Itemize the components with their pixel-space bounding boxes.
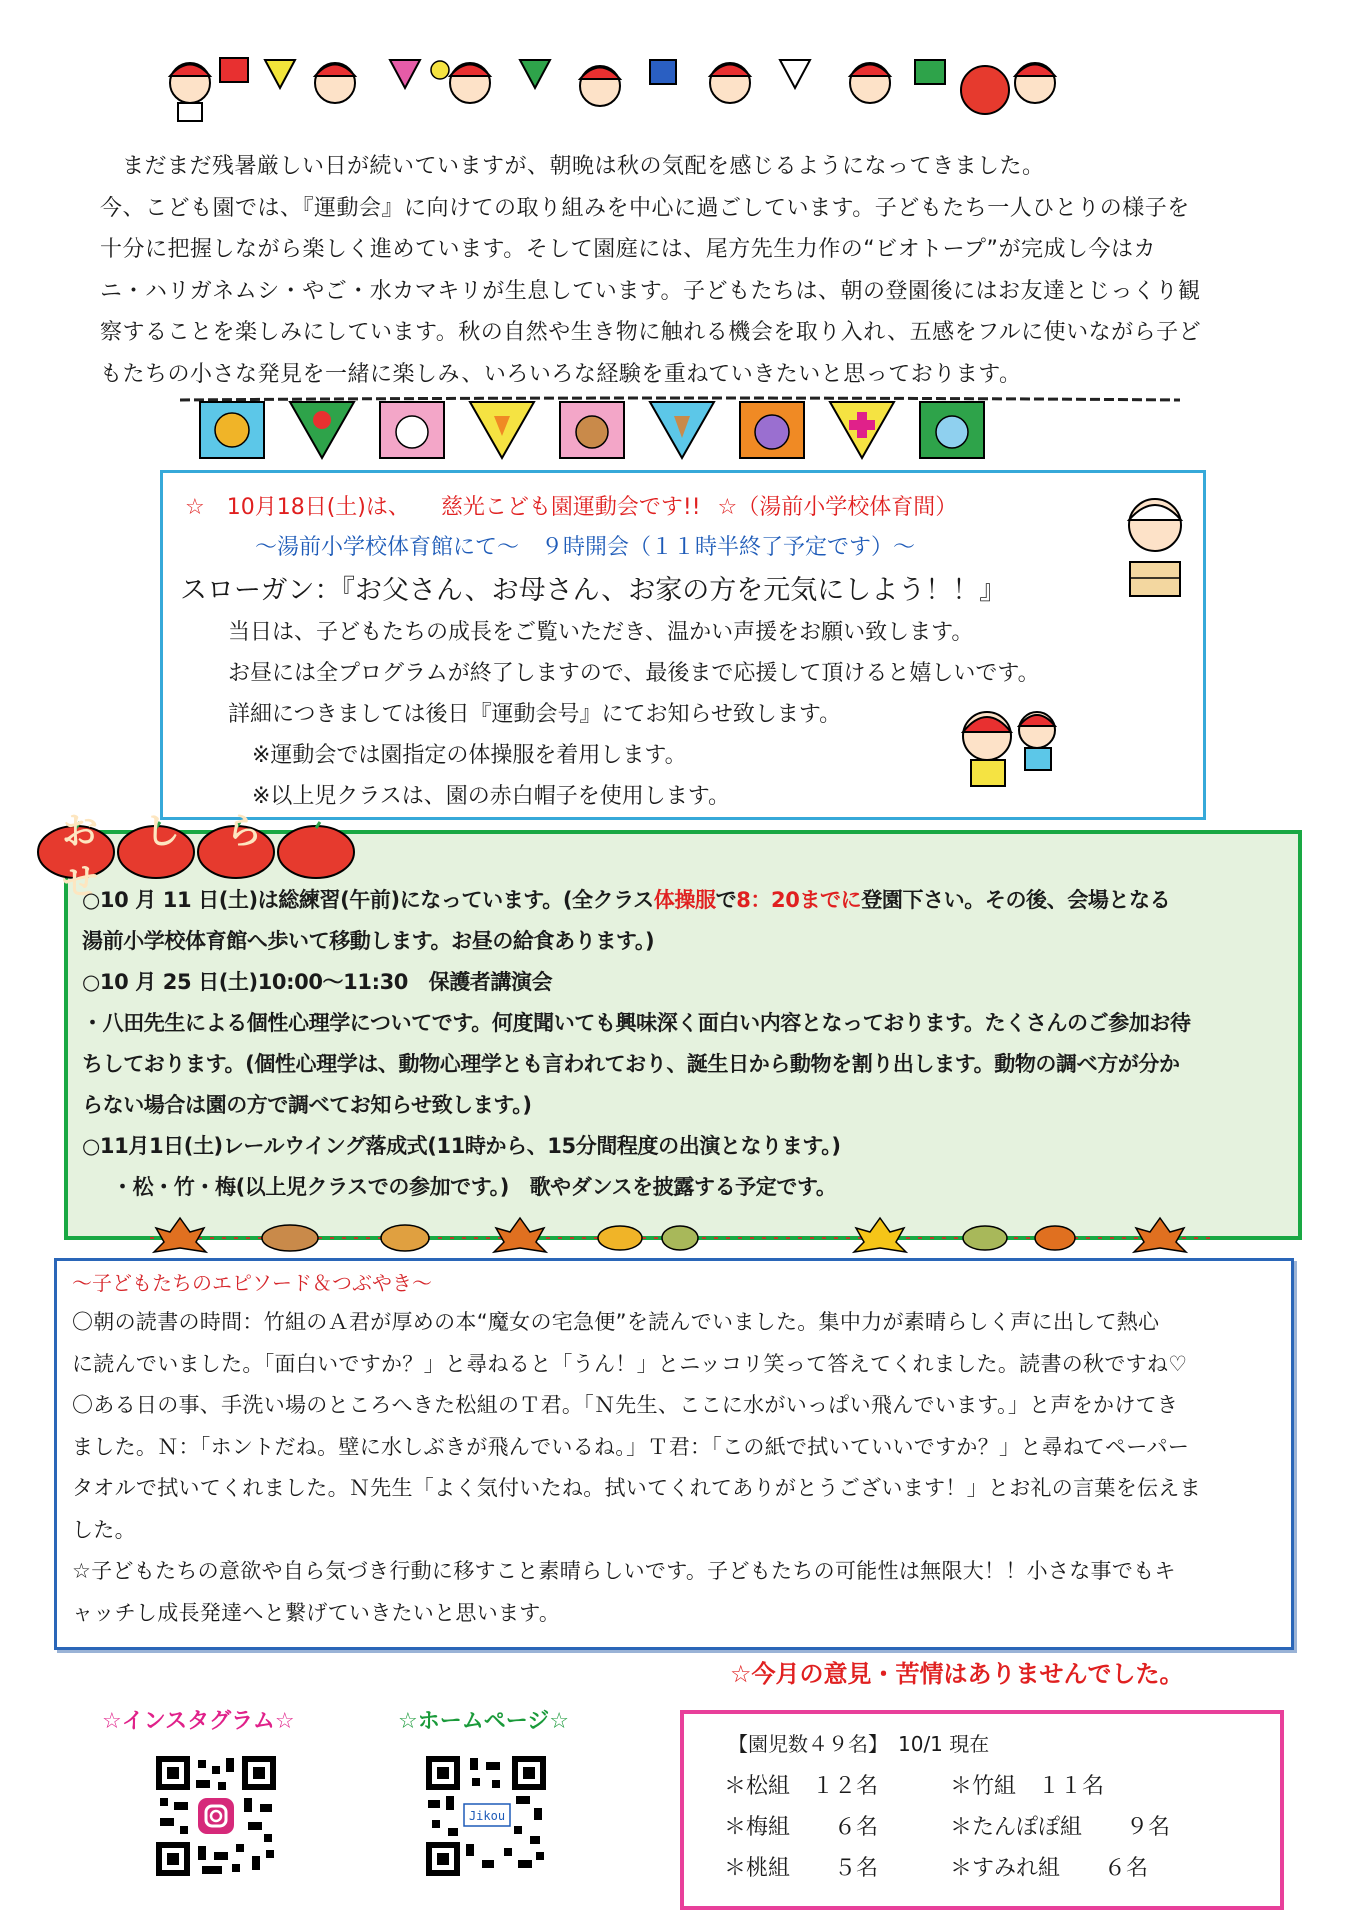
leaf-icon	[598, 1226, 642, 1250]
icecream-pennant-icon	[650, 402, 714, 458]
episode-line: に読んでいました。「面白いですか？」と尋ねると「うん！」とニッコリ笑って答えてくれました。読書の秋ですね♡	[72, 1351, 1188, 1376]
elephant-flag-icon	[740, 402, 804, 458]
intro-line: もたちの小さな発見を一緒に楽しみ、いろいろな経験を重ねていきたいと思っております。	[100, 361, 1022, 387]
intro-line: 十分に把握しながら楽しく進めています。そして園庭には、尾方先生力作の“ビオトープ”が完成し今はカ	[100, 237, 1156, 262]
homepage-label: ☆ホームページ☆	[398, 1709, 570, 1734]
leaf-icon	[662, 1226, 698, 1250]
episode-line: した。	[72, 1517, 136, 1542]
notice-body	[82, 880, 1292, 1208]
instagram-logo-icon	[198, 1798, 234, 1834]
maple-leaf-icon	[854, 1218, 906, 1252]
intro-line: まだまだ残暑厳しい日が続いていますが、朝晩は秋の気配を感じるようになってきました。	[122, 154, 1045, 179]
sports-day-slogan: スローガン：『お父さん、お母さん、お家の方を元気にしよう！！』	[180, 575, 1007, 606]
enrollment-row: ＊桃組 ５名 ＊すみれ組 ６名	[724, 1856, 1149, 1881]
notice-line: ・八田先生による個性心理学についてです。何度聞いても興味深く面白い内容となっております。たくさんのご参加お待	[82, 1011, 1191, 1035]
bear-flag-icon	[200, 402, 264, 458]
pennant-icon	[780, 60, 810, 88]
cheerleader-icon	[431, 61, 490, 103]
notice-line: 湯前小学校体育館へ歩いて移動します。お昼の給食あります。)	[82, 929, 655, 953]
flag-icon	[220, 58, 248, 82]
note-line: ※運動会では園指定の体操服を着用します。	[252, 743, 687, 768]
intro-line: ニ・ハリガネムシ・やご・水カマキリが生息しています。子どもたちは、朝の登園後にはお友達とじっくり観	[100, 278, 1201, 304]
rabbit-flag-icon	[380, 402, 444, 458]
cat-flag-icon	[560, 402, 624, 458]
homepage-qr-code[interactable]	[426, 1756, 546, 1876]
notice-line: らない場合は園の方で調べてお知らせ致します。)	[82, 1093, 532, 1117]
sweet-potato-icon	[262, 1225, 318, 1251]
episode-body	[72, 1302, 1282, 1634]
sports-day-banner-illustration	[160, 48, 1200, 128]
maple-leaf-icon	[494, 1218, 546, 1252]
flag-icon	[650, 60, 676, 84]
episode-line: ャッチし成長発達へと繋げていきたいと思います。	[72, 1600, 561, 1625]
child-vaulting-box-icon	[1110, 490, 1200, 600]
enrollment-row: ＊松組 １２名 ＊竹組 １１名	[724, 1774, 1105, 1799]
qr-logo-text: Jikou	[468, 1809, 506, 1823]
notice-line: ○11月1日(土)レールウイング落成式(11時から、15分間程度の出演となります。)	[82, 1134, 841, 1158]
child-tumbling-icon	[580, 66, 620, 106]
instagram-label: ☆インスタグラム☆	[102, 1709, 295, 1734]
leaf-icon	[1035, 1226, 1075, 1250]
episode-title: ～子どもたちのエピソード＆つぶやき～	[72, 1271, 432, 1295]
flag-icon	[915, 60, 945, 84]
child-runner-icon	[710, 63, 750, 103]
carrot-pennant-icon	[470, 402, 534, 458]
pennant-icon	[520, 60, 550, 88]
detail-line: 当日は、子どもたちの成長をご覧いただき、温かい声援をお願い致します。	[228, 620, 974, 645]
sports-day-title: ☆ 10月18日(土)は、 慈光こども園運動会です!! ☆（湯前小学校体育間）	[185, 495, 958, 520]
notice-line: ○10 月 25 日(土)10:00～11:30 保護者講演会	[82, 970, 553, 994]
enrollment-header: 【園児数４９名】 10/1 現在	[728, 1732, 990, 1756]
note-line: ※以上児クラスは、園の赤白帽子を使用します。	[252, 784, 731, 809]
mouse-flag-icon	[920, 402, 984, 458]
intro-line: 今、こども園では、『運動会』に向けての取り組みを中心に過ごしています。子どもたち一人ひとりの様子を	[100, 195, 1190, 221]
complaint-notice: ☆今月の意見・苦情はありませんでした。	[730, 1660, 1184, 1688]
child-runner-icon	[170, 63, 210, 121]
enrollment-row: ＊梅組 ６名 ＊たんぽぽ組 ９名	[724, 1815, 1171, 1840]
child-pushing-ball-icon	[1015, 63, 1055, 103]
intro-line: 察することを楽しみにしています。秋の自然や生き物に触れる機会を取り入れ、五感をフルに使いながら子ど	[100, 320, 1202, 345]
maple-leaf-icon	[154, 1218, 206, 1252]
episode-line: ☆子どもたちの意欲や自ら気づき行動に移すこと素晴らしいです。子どもたちの可能性は無限大！！小さな事でもキ	[72, 1559, 1176, 1583]
pennant-icon	[390, 60, 420, 88]
episode-line: ました。Ｎ：「ホントだね。壁に水しぶきが飛んでいるね。」Ｔ君：「この紙で拭いていいですか？」と尋ねてペーパー	[72, 1434, 1190, 1459]
notice-line: ちしております。(個性心理学は、動物心理学とも言われており、誕生日から動物を割り出します。動物の調べ方が分か	[82, 1052, 1180, 1076]
notice-line: ・松・竹・梅(以上児クラスでの参加です。) 歌やダンスを披露する予定です。	[112, 1175, 837, 1199]
child-whistle-icon	[850, 63, 890, 103]
detail-line: 詳細につきましては後日『運動会号』にてお知らせ致します。	[228, 702, 842, 727]
episode-line: 〇朝の読書の時間：竹組のＡ君が厚めの本“魔女の宅急便”を読んでいました。集中力が素晴らしく声に出して熱心	[72, 1310, 1160, 1334]
instagram-qr-code[interactable]	[156, 1756, 276, 1876]
animal-flag-garland	[180, 396, 1180, 466]
episode-line: タオルで拭いてくれました。Ｎ先生「よく気付いたね。拭いてくれてありがとうございます！」とお礼の言葉を伝えま	[72, 1476, 1201, 1500]
children-running-icon	[945, 694, 1065, 806]
maple-leaf-icon	[1134, 1218, 1186, 1252]
cross-pennant-icon	[830, 402, 894, 458]
episode-line: 〇ある日の事、手洗い場のところへきた松組のＴ君。「Ｎ先生、ここに水がいっぱい飛んでいます。」と声をかけてき	[72, 1393, 1179, 1417]
autumn-leaves-garland	[150, 1212, 1210, 1262]
child-runner-icon	[315, 63, 355, 103]
leaf-icon	[381, 1225, 429, 1251]
sports-day-subtitle: ～湯前小学校体育館にて～ ９時開会（１１時半終了予定です）～	[255, 535, 916, 560]
intro-paragraph	[100, 146, 1280, 395]
notice-heading: おしらせ	[62, 811, 309, 903]
enrollment-grid	[724, 1766, 1170, 1889]
leaf-icon	[963, 1226, 1007, 1250]
apple-pennant-icon	[290, 402, 354, 458]
notice-line: ○10 月 11 日(土)は総練習(午前)になっています。(全クラス体操服で8：20までに登園下さい。その後、会場となる	[82, 888, 1171, 912]
sports-day-details	[228, 612, 1040, 817]
detail-line: お昼には全プログラムが終了しますので、最後まで応援して頂けると嬉しいです。	[228, 661, 1040, 686]
ball-icon	[961, 66, 1009, 114]
pennant-icon	[265, 60, 295, 88]
